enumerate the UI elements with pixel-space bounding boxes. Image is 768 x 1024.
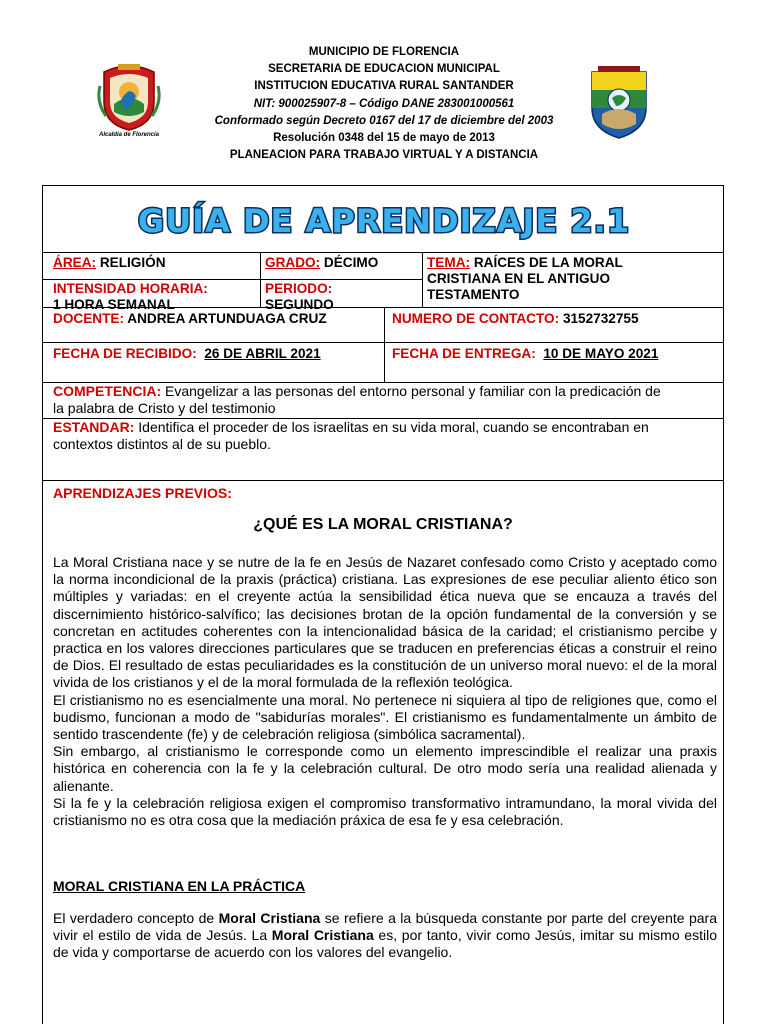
- municipality-logo: [96, 62, 162, 140]
- entrega-value: 10 DE MAYO 2021: [543, 346, 659, 361]
- grado-field: [265, 255, 378, 271]
- area-field: [53, 255, 166, 271]
- estandar-label: ESTANDAR:: [53, 419, 135, 435]
- paragraph: El cristianismo no es esencialmente una moral. No pertenece ni siquiera al tipo de religiones que, como el budismo, funcionan a modo de "sabidurías morales". El cristianismo es fundamentalmente un ámbito de sentido trascendente (fe) y de celebración religiosa (simbólica sacramental).: [53, 691, 717, 743]
- school-shield-icon: [588, 64, 650, 140]
- tema-field: [427, 255, 717, 303]
- periodo-label: PERIODO:: [265, 281, 333, 296]
- guide-title: GUÍA DE APRENDIZAJE 2.1: [137, 202, 631, 240]
- tema-label: TEMA:: [427, 255, 471, 270]
- contacto-label: NUMERO DE CONTACTO:: [392, 311, 560, 326]
- section-title: ¿QUÉ ES LA MORAL CRISTIANA?: [253, 516, 513, 533]
- header-line: NIT: 900025907-8 – Código DANE 283001000561: [253, 97, 515, 110]
- learning-guide-table: [42, 185, 724, 1024]
- guide-title-banner: [43, 186, 725, 252]
- contacto-value: 3152732755: [562, 311, 639, 326]
- docente-field: [53, 311, 327, 327]
- docente-value: ANDREA ARTUNDUAGA CRUZ: [127, 311, 327, 326]
- info-row-fechas: [43, 343, 723, 383]
- practice-paragraph: El verdadero concepto de Moral Cristiana se refiere a la búsqueda constante por parte del creyente para vivir el estilo de vida de Jesús. La Moral Cristiana es, por tanto, vivir como Jesús, imitar su mismo estilo de vida y comportarse de acuerdo con los valores del evangelio.: [53, 910, 717, 961]
- estandar-row: [43, 419, 723, 481]
- entrega-field: [392, 346, 658, 362]
- area-label: ÁREA:: [53, 255, 97, 270]
- info-row-area: [43, 252, 723, 312]
- paragraph: La Moral Cristiana nace y se nutre de la fe en Jesús de Nazaret confesado como Cristo y aceptado como la norma incondicional de la praxis (práctica) cristiana. Las expresiones de ese peculiar aliento ético son múltiples y variadas: en el creyente actúa la sensibilidad ética nueva que se encauza a través del discernimiento histórico-salvífico; las decisiones brotan de la opción fundamental de la conversión y se concretan en actitudes coherentes con la intencionalidad básica de la caridad; el cristianismo percibe y practica en los valores direcciones particulares que se traducen en preferencias éticas a construir el reino de Dios. El resultado de estas peculiaridades es la constitución de un universo moral nuevo: el de la moral vivida de los cristianos y el de la moral formulada de la reflexión teológica.: [53, 554, 717, 691]
- info-row-docente: [43, 308, 723, 343]
- logo-caption: Alcaldía de Florencia: [98, 132, 160, 138]
- intensidad-label: INTENSIDAD HORARIA:: [53, 281, 208, 296]
- tema-value: RAÍCES DE LA MORAL: [473, 255, 623, 270]
- recibido-label: FECHA DE RECIBIDO:: [53, 346, 197, 361]
- competencia-row: [43, 383, 723, 419]
- practice-title: MORAL CRISTIANA EN LA PRÁCTICA: [53, 878, 306, 894]
- grado-value: DÉCIMO: [323, 255, 379, 270]
- contacto-field: [392, 311, 639, 327]
- header-line: INSTITUCION EDUCATIVA RURAL SANTANDER: [254, 80, 514, 93]
- title-row: [43, 186, 723, 253]
- header-line: Conformado según Decreto 0167 del 17 de diciembre del 2003: [214, 114, 554, 127]
- paragraph: Sin embargo, al cristianismo le corresponde como un elemento imprescindible el realizar una praxis histórica en coherencia con la fe y la celebración cultural. De otro modo sería una realidad alienada y alienante.: [53, 743, 717, 794]
- coat-of-arms-icon: [96, 62, 162, 132]
- tema-value: TESTAMENTO: [427, 287, 520, 302]
- estandar-text: ESTANDAR: Identifica el proceder de los israelitas en su vida moral, cuando se encontraban en contextos distintos al de su pueblo.: [53, 419, 649, 453]
- header-line: MUNICIPIO DE FLORENCIA: [308, 46, 460, 58]
- practice-body: [53, 910, 717, 962]
- tema-value: CRISTIANA EN EL ANTIGUO: [427, 271, 611, 286]
- area-value: RELIGIÓN: [99, 255, 166, 270]
- aprendizajes-label: APRENDIZAJES PREVIOS:: [53, 485, 232, 501]
- competencia-label: COMPETENCIA:: [53, 383, 162, 399]
- intensidad-value: 1 HORA SEMANAL: [53, 297, 175, 312]
- recibido-field: [53, 346, 321, 362]
- main-body: [53, 554, 717, 829]
- header-line: Resolución 0348 del 15 de mayo de 2013: [273, 132, 495, 145]
- paragraph: Si la fe y la celebración religiosa exigen el compromiso transformativo intramundano, la moral vivida del cristianismo no es otra cosa que la mediación práxica de esa fe y esa celebración.: [53, 794, 717, 829]
- header-line: PLANEACION PARA TRABAJO VIRTUAL Y A DISTANCIA: [229, 149, 539, 162]
- entrega-label: FECHA DE ENTREGA:: [392, 346, 536, 361]
- grado-label: GRADO:: [265, 255, 321, 270]
- header-line: SECRETARIA DE EDUCACION MUNICIPAL: [268, 63, 500, 76]
- recibido-value: 26 DE ABRIL 2021: [204, 346, 321, 361]
- periodo-value: SEGUNDO: [265, 297, 334, 312]
- school-logo: [588, 64, 650, 140]
- competencia-text: COMPETENCIA: Evangelizar a las personas del entorno personal y familiar con la predicación de la palabra de Cristo y del testimonio: [53, 383, 661, 417]
- docente-label: DOCENTE:: [53, 311, 124, 326]
